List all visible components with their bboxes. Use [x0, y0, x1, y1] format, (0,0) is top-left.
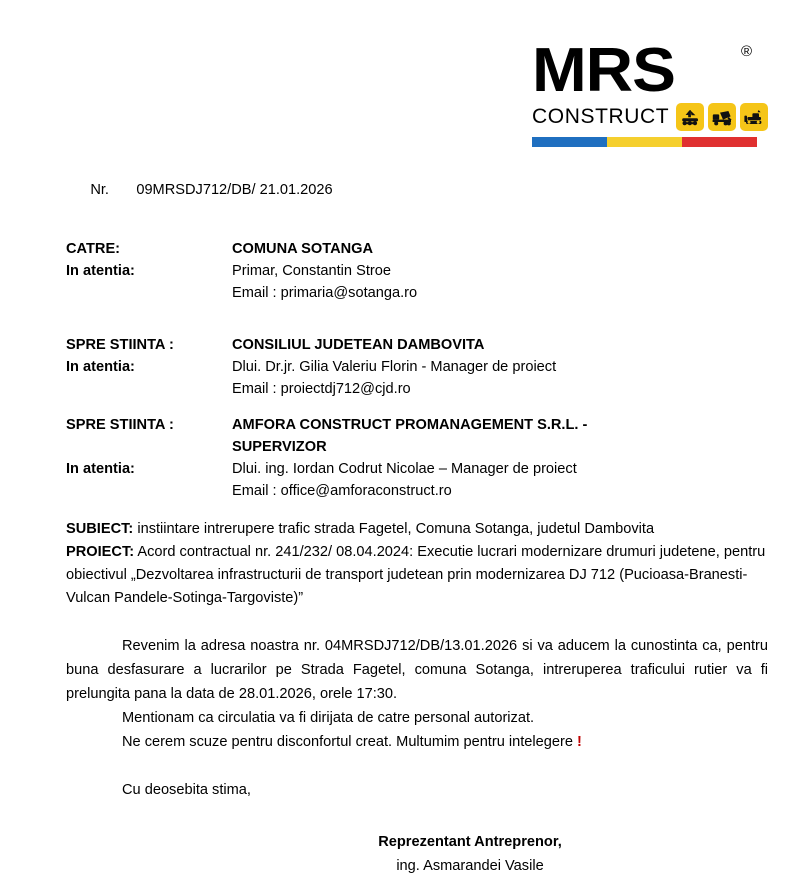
- document-number-line: [66, 168, 768, 212]
- excavator-icon: [676, 103, 704, 131]
- recipient-label: SPRE STIINTA :: [66, 336, 174, 353]
- logo-bar-yellow: [607, 137, 682, 147]
- subject-line: [66, 518, 768, 541]
- recipient-label: CATRE:: [66, 240, 121, 257]
- body-paragraph-1: Revenim la adresa noastra nr. 04MRSDJ712/DB/13.01.2026 si va aducem la cunostinta ca, pentru buna desfasurare a lucrarilor pe Strada Fagetel, comuna Sotanga, intreruperea traficului rutier va fi prelungita pana la data de 28.01.2026, orele 17:30.: [66, 637, 768, 702]
- recipient-org: AMFORA CONSTRUCT PROMANAGEMENT S.R.L. -: [232, 416, 588, 433]
- recipient-org: COMUNA SOTANGA: [232, 240, 374, 257]
- recipient-person-row: [66, 458, 768, 480]
- recipient-attn-label: In atentia:: [66, 460, 135, 477]
- company-logo: [520, 36, 752, 147]
- recipient-email-row: [66, 480, 768, 502]
- recipient-person: Dlui. ing. Iordan Codrut Nicolae – Manager de proiect: [232, 460, 577, 477]
- body-line-2: Mentionam ca circulatia va fi dirijata de catre personal autorizat.: [122, 709, 535, 726]
- document-number-label: Nr.: [90, 181, 109, 198]
- recipient-person: Dlui. Dr.jr. Gilia Valeriu Florin - Manager de proiect: [232, 358, 557, 375]
- exclamation-mark: !: [577, 733, 582, 750]
- document-body: [66, 168, 768, 878]
- body-line-3: [66, 730, 768, 754]
- cement-mixer-icon: [708, 103, 736, 131]
- logo-bar-blue: [532, 137, 607, 147]
- bulldozer-icon: [740, 103, 768, 131]
- logo-wordmark-text: MRS: [532, 36, 675, 105]
- recipient-email-row: [66, 378, 768, 400]
- recipient-email: Email : primaria@sotanga.ro: [232, 284, 418, 301]
- recipient-org-row: [66, 414, 768, 436]
- logo-color-bars: [532, 137, 757, 147]
- recipient-person-row: [66, 260, 768, 282]
- project-text: Acord contractual nr. 241/232/ 08.04.2024: Executie lucrari modernizare drumuri judetene, pentru obiectivul „Dezvoltarea infrastructurii de transport judetean prin modernizarea DJ 712 (Pucioasa-Branesti-Vulcan Pandele-Sotinga-Targoviste)”: [66, 543, 766, 606]
- recipient-email: Email : proiectdj712@cjd.ro: [232, 380, 411, 397]
- section-spacer: [66, 318, 768, 334]
- logo-subtitle-text: CONSTRUCT: [532, 105, 670, 128]
- recipient-attn-label: In atentia:: [66, 262, 135, 279]
- subject-text: instiintare intrerupere trafic strada Fagetel, Comuna Sotanga, judetul Dambovita: [133, 520, 655, 537]
- recipient-org: CONSILIUL JUDETEAN DAMBOVITA: [232, 336, 485, 353]
- logo-wordmark-row: [520, 36, 752, 105]
- recipient-person: Primar, Constantin Stroe: [232, 262, 391, 279]
- subject-label: SUBIECT:: [66, 520, 134, 537]
- project-line: [66, 541, 768, 610]
- project-label: PROIECT:: [66, 543, 135, 560]
- recipient-block-3: [66, 414, 768, 502]
- document-number-value: 09MRSDJ712/DB/ 21.01.2026: [136, 181, 333, 198]
- recipient-org-row: [66, 238, 768, 260]
- signature-title: Reprezentant Antreprenor,: [378, 833, 562, 850]
- recipient-org-line2: SUPERVIZOR: [232, 438, 327, 455]
- recipient-block-1: [66, 238, 768, 304]
- closing-line: Cu deosebita stima,: [122, 781, 251, 798]
- recipient-person-row: [66, 356, 768, 378]
- logo-icon-group: [676, 103, 768, 131]
- logo-subtitle-row: [520, 102, 752, 132]
- recipient-org-row-2: [66, 436, 768, 458]
- signature-name: ing. Asmarandei Vasile: [396, 857, 544, 874]
- subject-project-block: [66, 518, 768, 610]
- recipient-attn-label: In atentia:: [66, 358, 135, 375]
- body-line-3-text: Ne cerem scuze pentru disconfortul creat. Multumim pentru intelegere: [122, 733, 578, 750]
- recipient-block-2: [66, 334, 768, 400]
- recipient-label: SPRE STIINTA :: [66, 416, 174, 433]
- recipient-org-row: [66, 334, 768, 356]
- registered-trademark-icon: ®: [740, 43, 752, 60]
- recipient-email: Email : office@amforaconstruct.ro: [232, 482, 452, 499]
- logo-bar-red: [682, 137, 757, 147]
- signature-block: [66, 830, 768, 878]
- recipient-email-row: [66, 282, 768, 304]
